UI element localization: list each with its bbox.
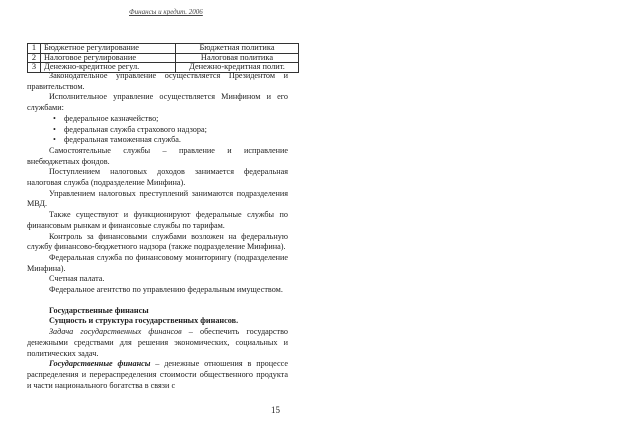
term-definition: – денежные отношения в процессе распределения и перераспределения стоимости общественного продукта и части национального богатства в связи с bbox=[27, 359, 288, 390]
regulation-table bbox=[27, 43, 299, 73]
list-item: • федеральная таможенная служба. bbox=[53, 135, 288, 146]
list-item: • федеральное казначейство; bbox=[53, 114, 288, 125]
table-cell: Бюджетная политика bbox=[176, 44, 299, 54]
term-lead: Государственные финансы bbox=[49, 359, 151, 369]
table-cell: Денежно-кредитная полит. bbox=[176, 63, 299, 73]
section-heading: Государственные финансы bbox=[49, 305, 149, 315]
spacer bbox=[27, 296, 288, 306]
paragraph bbox=[27, 327, 288, 359]
table-cell: Налоговая политика bbox=[176, 53, 299, 63]
paragraph: Счетная палата. bbox=[49, 274, 105, 284]
term-definition: – обеспечить государство денежными средствами для решения экономических, социальных и политических задач. bbox=[27, 327, 288, 358]
body-text bbox=[27, 71, 288, 391]
table-cell: 3 bbox=[28, 63, 41, 73]
paragraph: Контроль за финансовыми службами возложен на федеральную службу финансово-бюджетного надзора (также подразделение Минфина). bbox=[27, 231, 288, 252]
paragraph: Исполнительное управление осуществляется Минфином и его службами: bbox=[27, 92, 288, 113]
services-list bbox=[27, 114, 288, 146]
list-item: • федеральная служба страхового надзора; bbox=[53, 125, 288, 136]
paragraph: Федеральное агентство по управлению федеральным имуществом. bbox=[49, 285, 283, 295]
paragraph: Федеральная служба по финансовому мониторингу (подразделение Минфина). bbox=[27, 252, 288, 273]
paragraph bbox=[27, 359, 288, 391]
paragraph: Поступлением налоговых доходов занимается федеральная налоговая служба (подразделение Минфина). bbox=[27, 167, 288, 188]
table-cell: Бюджетное регулирование bbox=[41, 44, 176, 54]
paragraph: Управлением налоговых преступлений занимаются подразделения МВД. bbox=[27, 188, 288, 209]
paragraph: Самостоятельные службы – правление и исправление внебюджетных фондов. bbox=[27, 145, 288, 166]
table-row bbox=[28, 44, 299, 54]
subsection-heading: Сущность и структура государственных финансов. bbox=[49, 316, 239, 326]
table-cell: Денежно-кредитное регул. bbox=[41, 63, 176, 73]
page-number: 15 bbox=[271, 405, 280, 415]
table-cell: Налоговое регулирование bbox=[41, 53, 176, 63]
paragraph: Законодательное управление осуществляется Президентом и правительством. bbox=[27, 71, 288, 91]
term-lead: Задача государственных финансов bbox=[49, 327, 182, 337]
paragraph: Также существуют и функционируют федеральные службы по финансовым рынкам и финансовые службы по тарифам. bbox=[27, 210, 288, 230]
table-cell: 1 bbox=[28, 44, 41, 54]
table-cell: 2 bbox=[28, 53, 41, 63]
running-header: Финансы и кредит. 2006 bbox=[129, 8, 203, 16]
